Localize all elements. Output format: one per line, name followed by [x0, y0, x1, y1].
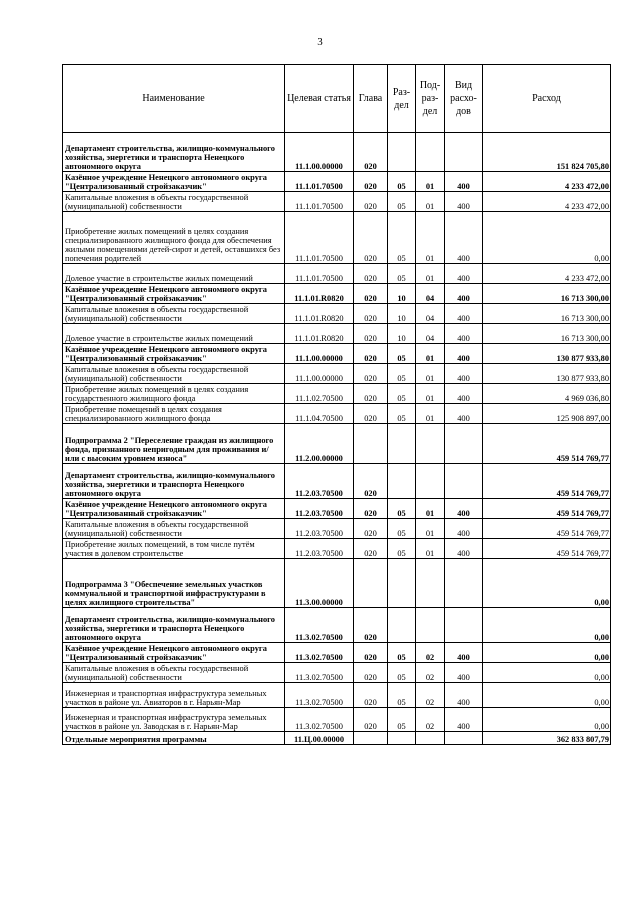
cell-name: Капитальные вложения в объекты государственной (муниципальной) собственности — [63, 192, 285, 212]
cell-name: Подпрограмма 3 "Обеспечение земельных участков коммунальной и транспортной инфраструктурами в целях жилищного строительства" — [63, 559, 285, 608]
cell-article: 11.2.03.70500 — [285, 499, 354, 519]
header-article: Целевая статья — [285, 65, 354, 133]
cell-name: Подпрограмма 2 "Переселение граждан из жилищного фонда, признанного непригодным для проживания и/или с высоким уровнем износа" — [63, 424, 285, 464]
header-subsection: Под-раз-дел — [416, 65, 445, 133]
cell-subsection: 01 — [416, 172, 445, 192]
table-row — [63, 324, 611, 344]
cell-section: 05 — [388, 384, 416, 404]
cell-amount: 459 514 769,77 — [483, 539, 611, 559]
table-row — [63, 732, 611, 745]
table-row — [63, 663, 611, 683]
cell-expense-type — [445, 424, 483, 464]
cell-chapter: 020 — [354, 133, 388, 172]
cell-subsection: 01 — [416, 404, 445, 424]
cell-article: 11.3.02.70500 — [285, 608, 354, 643]
cell-article: 11.1.01.R0820 — [285, 324, 354, 344]
header-expense-type: Вид расхо-дов — [445, 65, 483, 133]
cell-expense-type: 400 — [445, 499, 483, 519]
cell-chapter — [354, 559, 388, 608]
cell-subsection — [416, 732, 445, 745]
cell-section: 10 — [388, 304, 416, 324]
cell-amount: 0,00 — [483, 663, 611, 683]
cell-expense-type — [445, 464, 483, 499]
header-chapter: Глава — [354, 65, 388, 133]
cell-chapter: 020 — [354, 643, 388, 663]
cell-expense-type — [445, 608, 483, 643]
table-row — [63, 344, 611, 364]
cell-amount: 0,00 — [483, 708, 611, 732]
cell-amount: 459 514 769,77 — [483, 464, 611, 499]
cell-article: 11.1.01.70500 — [285, 264, 354, 284]
cell-section — [388, 133, 416, 172]
cell-chapter: 020 — [354, 608, 388, 643]
cell-subsection: 04 — [416, 284, 445, 304]
cell-article: 11.3.02.70500 — [285, 708, 354, 732]
cell-name: Инженерная и транспортная инфраструктура земельных участков в районе ул. Авиаторов в г. Нарьян-Мар — [63, 683, 285, 708]
cell-subsection: 02 — [416, 643, 445, 663]
cell-subsection: 01 — [416, 539, 445, 559]
cell-name: Долевое участие в строительстве жилых помещений — [63, 324, 285, 344]
cell-article: 11.1.00.00000 — [285, 133, 354, 172]
cell-expense-type: 400 — [445, 284, 483, 304]
cell-chapter: 020 — [354, 212, 388, 264]
cell-chapter: 020 — [354, 539, 388, 559]
cell-name: Долевое участие в строительстве жилых помещений — [63, 264, 285, 284]
cell-expense-type: 400 — [445, 304, 483, 324]
cell-chapter: 020 — [354, 172, 388, 192]
table-row — [63, 364, 611, 384]
cell-expense-type: 400 — [445, 384, 483, 404]
cell-chapter: 020 — [354, 499, 388, 519]
cell-chapter: 020 — [354, 192, 388, 212]
cell-amount: 4 969 036,80 — [483, 384, 611, 404]
cell-amount: 4 233 472,00 — [483, 172, 611, 192]
cell-subsection: 01 — [416, 264, 445, 284]
cell-name: Департамент строительства, жилищно-коммунального хозяйства, энергетики и транспорта Ненецкого автономного округа — [63, 133, 285, 172]
cell-subsection: 01 — [416, 212, 445, 264]
cell-subsection: 02 — [416, 663, 445, 683]
cell-section: 05 — [388, 192, 416, 212]
cell-article: 11.3.02.70500 — [285, 643, 354, 663]
cell-amount: 4 233 472,00 — [483, 264, 611, 284]
cell-name: Приобретение жилых помещений, в том числе путём участия в долевом строительстве — [63, 539, 285, 559]
cell-amount: 459 514 769,77 — [483, 499, 611, 519]
header-amount: Расход — [483, 65, 611, 133]
cell-article: 11.1.01.70500 — [285, 192, 354, 212]
cell-chapter: 020 — [354, 663, 388, 683]
cell-name: Капитальные вложения в объекты государственной (муниципальной) собственности — [63, 304, 285, 324]
cell-section: 05 — [388, 499, 416, 519]
cell-article: 11.1.01.70500 — [285, 172, 354, 192]
cell-amount: 16 713 300,00 — [483, 284, 611, 304]
table-row — [63, 643, 611, 663]
cell-expense-type: 400 — [445, 212, 483, 264]
table-row — [63, 172, 611, 192]
table-row — [63, 608, 611, 643]
cell-section — [388, 732, 416, 745]
cell-expense-type: 400 — [445, 539, 483, 559]
cell-expense-type: 400 — [445, 264, 483, 284]
cell-expense-type: 400 — [445, 519, 483, 539]
cell-name: Казённое учреждение Ненецкого автономного округа "Централизованный стройзаказчик" — [63, 284, 285, 304]
cell-section: 05 — [388, 683, 416, 708]
cell-article: 11.Ц.00.00000 — [285, 732, 354, 745]
cell-subsection — [416, 608, 445, 643]
cell-chapter: 020 — [354, 364, 388, 384]
cell-amount: 0,00 — [483, 643, 611, 663]
cell-expense-type — [445, 559, 483, 608]
cell-expense-type: 400 — [445, 172, 483, 192]
cell-name: Казённое учреждение Ненецкого автономного округа "Централизованный стройзаказчик" — [63, 499, 285, 519]
cell-expense-type — [445, 133, 483, 172]
table-row — [63, 192, 611, 212]
cell-article: 11.1.01.R0820 — [285, 284, 354, 304]
cell-expense-type: 400 — [445, 643, 483, 663]
table-row — [63, 212, 611, 264]
cell-section: 05 — [388, 519, 416, 539]
table-row — [63, 683, 611, 708]
cell-section: 05 — [388, 364, 416, 384]
cell-amount: 4 233 472,00 — [483, 192, 611, 212]
cell-subsection: 01 — [416, 344, 445, 364]
cell-name: Казённое учреждение Ненецкого автономного округа "Централизованный стройзаказчик" — [63, 172, 285, 192]
cell-amount: 151 824 705,80 — [483, 133, 611, 172]
table-row — [63, 519, 611, 539]
cell-amount: 16 713 300,00 — [483, 304, 611, 324]
cell-article: 11.1.01.R0820 — [285, 304, 354, 324]
cell-section — [388, 464, 416, 499]
cell-expense-type: 400 — [445, 663, 483, 683]
cell-name: Департамент строительства, жилищно-коммунального хозяйства, энергетики и транспорта Ненецкого автономного округа — [63, 608, 285, 643]
cell-section: 05 — [388, 539, 416, 559]
cell-amount: 16 713 300,00 — [483, 324, 611, 344]
cell-amount: 0,00 — [483, 683, 611, 708]
cell-subsection — [416, 133, 445, 172]
page-number: 3 — [317, 36, 323, 48]
cell-name: Казённое учреждение Ненецкого автономного округа "Централизованный стройзаказчик" — [63, 643, 285, 663]
table-row — [63, 499, 611, 519]
cell-article: 11.1.02.70500 — [285, 384, 354, 404]
header-section: Раз-дел — [388, 65, 416, 133]
cell-subsection — [416, 464, 445, 499]
cell-section: 05 — [388, 708, 416, 732]
cell-chapter — [354, 424, 388, 464]
cell-article: 11.1.00.00000 — [285, 344, 354, 364]
cell-subsection: 02 — [416, 708, 445, 732]
cell-expense-type: 400 — [445, 192, 483, 212]
cell-section: 05 — [388, 663, 416, 683]
table-row — [63, 304, 611, 324]
cell-name: Казённое учреждение Ненецкого автономного округа "Централизованный стройзаказчик" — [63, 344, 285, 364]
table-row — [63, 404, 611, 424]
cell-chapter — [354, 732, 388, 745]
cell-section: 05 — [388, 344, 416, 364]
cell-section: 05 — [388, 264, 416, 284]
cell-chapter: 020 — [354, 708, 388, 732]
cell-subsection — [416, 559, 445, 608]
cell-expense-type: 400 — [445, 683, 483, 708]
cell-amount: 130 877 933,80 — [483, 344, 611, 364]
cell-amount: 459 514 769,77 — [483, 519, 611, 539]
cell-expense-type: 400 — [445, 364, 483, 384]
cell-amount: 459 514 769,77 — [483, 424, 611, 464]
cell-section — [388, 424, 416, 464]
cell-expense-type: 400 — [445, 344, 483, 364]
cell-name: Приобретение жилых помещений в целях создания государственного жилищного фонда — [63, 384, 285, 404]
cell-subsection: 01 — [416, 364, 445, 384]
table-row — [63, 264, 611, 284]
cell-name: Приобретение помещений в целях создания специализированного жилищного фонда — [63, 404, 285, 424]
cell-expense-type: 400 — [445, 708, 483, 732]
cell-chapter: 020 — [354, 519, 388, 539]
cell-name: Приобретение жилых помещений в целях создания специализированного жилищного фонда для обеспечения жилыми помещениями детей-сирот и детей, оставшихся без попечения родителей — [63, 212, 285, 264]
table-row — [63, 559, 611, 608]
cell-name: Департамент строительства, жилищно-коммунального хозяйства, энергетики и транспорта Ненецкого автономного округа — [63, 464, 285, 499]
cell-subsection: 01 — [416, 519, 445, 539]
cell-article: 11.2.03.70500 — [285, 464, 354, 499]
cell-chapter: 020 — [354, 344, 388, 364]
cell-article: 11.1.01.70500 — [285, 212, 354, 264]
cell-subsection: 01 — [416, 384, 445, 404]
cell-subsection: 04 — [416, 324, 445, 344]
table-row — [63, 424, 611, 464]
cell-section: 05 — [388, 172, 416, 192]
cell-name: Инженерная и транспортная инфраструктура земельных участков в районе ул. Заводская в г. Нарьян-Мар — [63, 708, 285, 732]
cell-amount: 0,00 — [483, 608, 611, 643]
cell-article: 11.3.00.00000 — [285, 559, 354, 608]
table-row — [63, 708, 611, 732]
header-row — [63, 65, 611, 133]
cell-chapter: 020 — [354, 324, 388, 344]
cell-subsection: 04 — [416, 304, 445, 324]
cell-article: 11.2.03.70500 — [285, 519, 354, 539]
cell-name: Капитальные вложения в объекты государственной (муниципальной) собственности — [63, 519, 285, 539]
cell-subsection — [416, 424, 445, 464]
cell-chapter: 020 — [354, 404, 388, 424]
cell-section: 10 — [388, 284, 416, 304]
cell-article: 11.1.04.70500 — [285, 404, 354, 424]
cell-amount: 362 833 807,79 — [483, 732, 611, 745]
cell-expense-type — [445, 732, 483, 745]
cell-subsection: 01 — [416, 499, 445, 519]
cell-section: 05 — [388, 212, 416, 264]
cell-section — [388, 608, 416, 643]
cell-name: Капитальные вложения в объекты государственной (муниципальной) собственности — [63, 663, 285, 683]
cell-section: 10 — [388, 324, 416, 344]
cell-chapter: 020 — [354, 464, 388, 499]
header-name: Наименование — [63, 65, 285, 133]
cell-section — [388, 559, 416, 608]
cell-name: Отдельные мероприятия программы — [63, 732, 285, 745]
table-row — [63, 464, 611, 499]
cell-article: 11.3.02.70500 — [285, 663, 354, 683]
cell-expense-type: 400 — [445, 324, 483, 344]
cell-chapter: 020 — [354, 683, 388, 708]
cell-expense-type: 400 — [445, 404, 483, 424]
cell-chapter: 020 — [354, 384, 388, 404]
cell-amount: 130 877 933,80 — [483, 364, 611, 384]
cell-chapter: 020 — [354, 284, 388, 304]
table-row — [63, 133, 611, 172]
table-row — [63, 284, 611, 304]
cell-article: 11.3.02.70500 — [285, 683, 354, 708]
cell-name: Капитальные вложения в объекты государственной (муниципальной) собственности — [63, 364, 285, 384]
cell-article: 11.2.03.70500 — [285, 539, 354, 559]
cell-article: 11.2.00.00000 — [285, 424, 354, 464]
table-row — [63, 384, 611, 404]
cell-subsection: 01 — [416, 192, 445, 212]
cell-article: 11.1.00.00000 — [285, 364, 354, 384]
cell-chapter: 020 — [354, 304, 388, 324]
cell-section: 05 — [388, 404, 416, 424]
cell-subsection: 02 — [416, 683, 445, 708]
cell-amount: 0,00 — [483, 212, 611, 264]
cell-chapter: 020 — [354, 264, 388, 284]
table-row — [63, 539, 611, 559]
budget-table — [62, 64, 611, 745]
cell-amount: 0,00 — [483, 559, 611, 608]
cell-amount: 125 908 897,00 — [483, 404, 611, 424]
cell-section: 05 — [388, 643, 416, 663]
